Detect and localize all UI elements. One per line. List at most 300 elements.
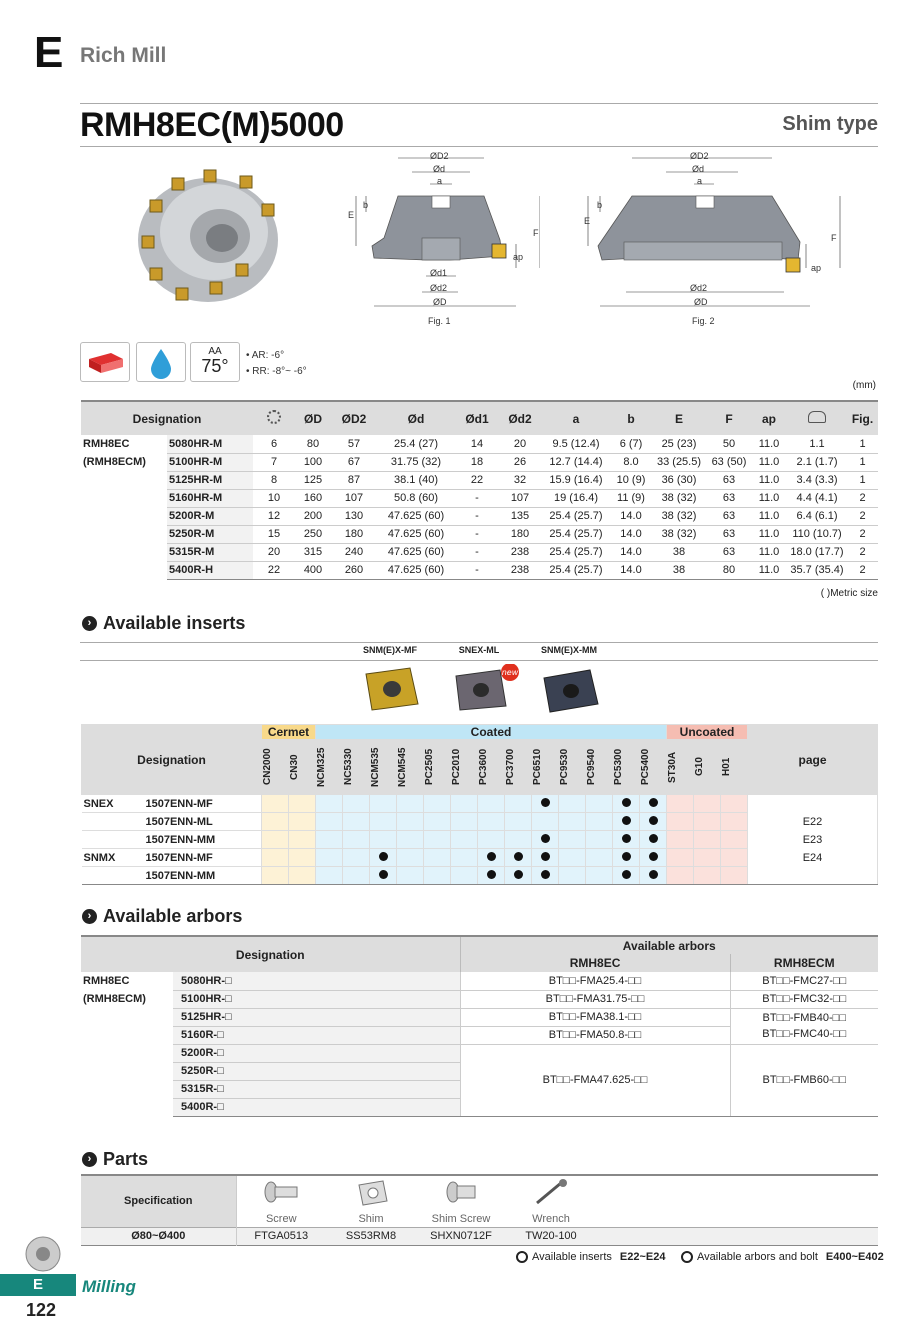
material-icon: [80, 342, 130, 382]
spec-cell-z: 15: [253, 525, 295, 543]
spec-cell-d2: 238: [499, 543, 541, 561]
arbor-header-row: [81, 936, 878, 954]
spec-cell-E: 33 (25.5): [651, 453, 707, 471]
weight-icon: [808, 411, 826, 423]
grade-col: [694, 740, 721, 795]
spec-cell-kg: 1.1: [787, 435, 847, 453]
grade-cell: [397, 795, 424, 813]
availability-dot-icon: [622, 816, 631, 825]
grade-cell: [262, 849, 289, 867]
insert-mf-image: [366, 668, 418, 710]
arbor-row: [81, 990, 878, 1008]
fig1-label-E: E: [348, 210, 355, 220]
spec-row: [81, 471, 878, 489]
grade-cell: [451, 849, 478, 867]
grade-series: [82, 813, 144, 831]
grade-cell: [586, 795, 613, 813]
section-name: Rich Mill: [80, 44, 167, 67]
grade-cell: [424, 849, 451, 867]
arbor-series-line: RMH8EC: [83, 975, 130, 987]
grade-cell: [694, 831, 721, 849]
spec-cell-z: 6: [253, 435, 295, 453]
part-name-shim-screw: Shim Screw: [431, 1212, 491, 1225]
spec-cell-b: 14.0: [611, 561, 651, 579]
coolant-icon: [136, 342, 186, 382]
spec-code: 5400R-H: [167, 561, 253, 579]
insert-label-mf: SNM(E)X-MF: [363, 645, 417, 655]
spec-cell-F: 63: [707, 489, 751, 507]
grade-name: PC9530: [559, 748, 570, 786]
grade-col: [316, 740, 343, 795]
spec-cell-d1: 18: [455, 453, 499, 471]
spec-col-designation: Designation: [81, 401, 253, 435]
arbor-series: [81, 972, 173, 1116]
grade-name: PC5400: [640, 748, 651, 786]
tab-cutter-thumbnail: [22, 1234, 64, 1274]
availability-dot-icon: [649, 852, 658, 861]
spec-code: 5160HR-M: [167, 489, 253, 507]
footer-arbors-label: Available arbors and bolt: [697, 1251, 818, 1263]
grade-cell: [640, 795, 667, 813]
grade-cell: [343, 831, 370, 849]
grade-cell: [316, 849, 343, 867]
spec-cell-d: 47.625 (60): [377, 543, 455, 561]
grade-name: PC3600: [478, 748, 489, 786]
spec-cell-ap: 11.0: [751, 561, 787, 579]
grade-code: 1507ENN-MM: [144, 831, 262, 849]
grade-series: SNMX: [82, 849, 144, 867]
grade-designation-header: Designation: [82, 725, 262, 795]
arbors-title-text: Available arbors: [103, 906, 243, 926]
spec-cell-ap: 11.0: [751, 435, 787, 453]
parts-title-text: Parts: [103, 1149, 149, 1169]
grade-name: PC2010: [451, 748, 462, 786]
arbor-row: [81, 1044, 878, 1062]
arbor-row: [81, 972, 878, 990]
grade-cell: [532, 795, 559, 813]
grade-cell: [316, 813, 343, 831]
availability-dot-icon: [649, 834, 658, 843]
grade-cell: [694, 813, 721, 831]
arbor-rmh8ecm-value: BT□□-FMC32-□□: [730, 990, 878, 1008]
grade-cell: [262, 831, 289, 849]
fig1-label-F: F: [533, 228, 539, 238]
spec-row: [81, 561, 878, 579]
grade-cell: [613, 813, 640, 831]
grade-cell: [343, 795, 370, 813]
grade-col: [343, 740, 370, 795]
fig1-label-D2: ØD2: [430, 151, 449, 161]
spec-col-ap: ap: [751, 401, 787, 435]
grade-name: PC2505: [424, 748, 435, 786]
grade-cell: [424, 867, 451, 885]
grade-cell: [586, 867, 613, 885]
spec-col-teeth: [253, 401, 295, 435]
axial-rake: • AR: -6°: [246, 350, 285, 361]
spec-cell-d1: -: [455, 525, 499, 543]
fig2-caption: Fig. 2: [692, 316, 715, 326]
spec-cell-fig: 2: [847, 525, 878, 543]
arbor-code: 5125HR-□: [173, 1008, 460, 1026]
radial-rake: • RR: -8°~ -6°: [246, 366, 307, 377]
spec-cell-D: 315: [295, 543, 331, 561]
spec-code: 5100HR-M: [167, 453, 253, 471]
grade-col: [640, 740, 667, 795]
spec-cell-ap: 11.0: [751, 453, 787, 471]
title-rule: [80, 103, 878, 104]
grade-name: CN2000: [262, 748, 273, 786]
parts-value-row: [81, 1227, 878, 1245]
approach-angle-box: [190, 342, 240, 382]
grade-col: [370, 740, 397, 795]
grade-cell: [613, 849, 640, 867]
spec-cell-d1: -: [455, 507, 499, 525]
footer-inserts-pages: E22~E24: [619, 1251, 666, 1263]
availability-dot-icon: [649, 798, 658, 807]
spec-cell-z: 7: [253, 453, 295, 471]
spec-cell-d1: -: [455, 489, 499, 507]
spec-cell-a: 19 (16.4): [541, 489, 611, 507]
grade-cell: [370, 867, 397, 885]
grade-cell: [667, 831, 694, 849]
spec-cell-D: 400: [295, 561, 331, 579]
availability-dot-icon: [487, 870, 496, 879]
grade-col: [586, 740, 613, 795]
grade-cell: [586, 849, 613, 867]
spec-cell-kg: 4.4 (4.1): [787, 489, 847, 507]
water-drop-icon: [137, 343, 185, 381]
parts-image-row: [81, 1175, 878, 1211]
fig1-caption: Fig. 1: [428, 316, 451, 326]
grade-cell: [613, 795, 640, 813]
grade-name: NCM325: [316, 747, 327, 787]
arrow-circle-icon: ›: [82, 1152, 97, 1167]
fig1-label-d: Ød: [433, 164, 446, 174]
spec-cell-fig: 1: [847, 471, 878, 489]
arbor-rmh8ecm-line: BT□□-FMC40-□□: [762, 1028, 847, 1040]
spec-cell-E: 36 (30): [651, 471, 707, 489]
grade-cell: [451, 813, 478, 831]
grade-cell: [451, 795, 478, 813]
arrow-circle-icon: ›: [82, 616, 97, 631]
arbor-code: 5080HR-□: [173, 972, 460, 990]
grade-cell: [370, 795, 397, 813]
availability-dot-icon: [622, 834, 631, 843]
parts-section-title: [82, 1149, 148, 1170]
grade-cell: [397, 831, 424, 849]
fig2-label-D: ØD: [694, 297, 708, 307]
grade-name: PC3700: [505, 748, 516, 786]
parts-table: [81, 1174, 878, 1246]
fig1-label-d2: Ød2: [430, 283, 448, 293]
grade-cell: [640, 831, 667, 849]
availability-dot-icon: [622, 852, 631, 861]
grade-cell: [559, 813, 586, 831]
arbor-rmh8ecm-value: [730, 1008, 878, 1044]
grade-name: NCM535: [370, 747, 381, 787]
fig1-label-D: ØD: [433, 297, 447, 307]
arbor-rmh8ec-value: BT□□-FMA47.625-□□: [460, 1044, 730, 1116]
arrow-circle-icon: ›: [82, 909, 97, 924]
grade-name: G10: [694, 757, 705, 777]
spec-cell-d1: -: [455, 543, 499, 561]
availability-dot-icon: [514, 852, 523, 861]
spec-cell-b: 14.0: [611, 543, 651, 561]
spec-cell-D2: 87: [331, 471, 377, 489]
spec-cell-fig: 1: [847, 435, 878, 453]
part-screw-image: [236, 1175, 326, 1211]
arbor-code: 5160R-□: [173, 1026, 460, 1044]
arbor-col-rmh8ec: RMH8EC: [460, 954, 730, 972]
grade-name: PC9540: [586, 748, 597, 786]
spec-cell-kg: 35.7 (35.4): [787, 561, 847, 579]
spec-cell-d1: -: [455, 561, 499, 579]
grade-col: [397, 740, 424, 795]
grade-cell: [694, 795, 721, 813]
spec-series: [81, 435, 167, 579]
grade-cell: [343, 813, 370, 831]
spec-cell-b: 8.0: [611, 453, 651, 471]
grade-page-ref[interactable]: E24: [802, 851, 823, 864]
spec-code: 5080HR-M: [167, 435, 253, 453]
fig1-label-a: a: [437, 176, 443, 186]
shim-icon: [351, 1177, 391, 1207]
grade-cell: [532, 849, 559, 867]
grade-col: [424, 740, 451, 795]
fig1-label-d1: Ød1: [430, 268, 448, 278]
grade-name: NC5330: [343, 748, 354, 786]
parts-empty-cell: [596, 1175, 878, 1211]
parts-empty-cell: [596, 1211, 878, 1227]
approach-angle-value: 75°: [201, 356, 229, 376]
spec-body: [81, 435, 878, 579]
spec-col-F: F: [707, 401, 751, 435]
spec-cell-F: 50: [707, 435, 751, 453]
grade-cell: [289, 867, 316, 885]
grade-page-ref[interactable]: E22: [802, 815, 823, 828]
spec-code: 5125HR-M: [167, 471, 253, 489]
spec-cell-b: 14.0: [611, 525, 651, 543]
new-badge-text: new: [501, 668, 519, 677]
spec-cell-F: 63: [707, 525, 751, 543]
spec-cell-b: 11 (9): [611, 489, 651, 507]
arrow-circle-icon: [516, 1251, 528, 1263]
spec-cell-E: 25 (23): [651, 435, 707, 453]
part-name-screw: Screw: [236, 1211, 326, 1227]
part-value-shim: SS53RM8: [345, 1230, 397, 1242]
availability-dot-icon: [379, 852, 388, 861]
insert-label-mm: SNM(E)X-MM: [541, 645, 597, 655]
spec-cell-d: 31.75 (32): [377, 453, 455, 471]
grade-col: [262, 740, 289, 795]
spec-cell-D2: 130: [331, 507, 377, 525]
spec-cell-D2: 67: [331, 453, 377, 471]
spec-table: [81, 400, 878, 580]
arbor-rmh8ecm-line: BT□□-FMB40-□□: [762, 1012, 846, 1024]
screw-icon: [261, 1177, 301, 1207]
grade-cell: [262, 795, 289, 813]
grade-cell: [397, 867, 424, 885]
grade-cell: [559, 831, 586, 849]
grade-name: H01: [721, 757, 732, 777]
grade-col: [721, 740, 748, 795]
footer-arbors-ref: [681, 1251, 884, 1263]
inserts-section-title: [82, 613, 245, 634]
spec-cell-d2: 32: [499, 471, 541, 489]
grade-cell: [640, 813, 667, 831]
spec-col-weight: [787, 401, 847, 435]
grade-name: NCM545: [397, 747, 408, 787]
grade-col: [505, 740, 532, 795]
spec-cell-D2: 57: [331, 435, 377, 453]
grade-col: [289, 740, 316, 795]
grade-cell: [586, 813, 613, 831]
spec-cell-z: 20: [253, 543, 295, 561]
grade-cell: [721, 849, 748, 867]
spec-cell-b: 6 (7): [611, 435, 651, 453]
approach-angle-label: AA: [208, 346, 222, 357]
availability-dot-icon: [541, 870, 550, 879]
spec-col-D2: ØD2: [331, 401, 377, 435]
part-wrench-image: [506, 1175, 596, 1211]
grade-cell: [694, 849, 721, 867]
title-rule-bottom: [80, 146, 878, 147]
grade-page-header: page: [748, 725, 878, 795]
grade-cell: [478, 849, 505, 867]
spec-cell-fig: 2: [847, 543, 878, 561]
spec-row: [81, 543, 878, 561]
spec-col-E: E: [651, 401, 707, 435]
page-subtitle: Shim type: [782, 113, 878, 135]
coated-header: Coated: [316, 725, 667, 740]
spec-cell-D: 100: [295, 453, 331, 471]
grade-series: SNEX: [82, 795, 144, 813]
spec-cell-D: 160: [295, 489, 331, 507]
grade-row: [82, 795, 878, 813]
spec-cell-D: 125: [295, 471, 331, 489]
arbor-designation-header: Designation: [81, 936, 460, 972]
fig2-label-D2: ØD2: [690, 151, 709, 161]
grade-cell: [478, 831, 505, 849]
part-shim-image: [326, 1175, 416, 1211]
grade-cell: [721, 831, 748, 849]
section-tab: E: [0, 1274, 76, 1296]
parts-spec-label: Specification: [81, 1175, 236, 1227]
arbor-code: 5250R-□: [173, 1062, 460, 1080]
spec-cell-ap: 11.0: [751, 525, 787, 543]
grade-col: [451, 740, 478, 795]
grade-cell: [424, 795, 451, 813]
grade-pages: [748, 795, 878, 885]
arbor-series-line: (RMH8ECM): [83, 993, 146, 1005]
spec-cell-D: 250: [295, 525, 331, 543]
grade-series: [82, 867, 144, 885]
grade-code: 1507ENN-MM: [144, 867, 262, 885]
spec-cell-a: 12.7 (14.4): [541, 453, 611, 471]
arbor-row: [81, 1008, 878, 1026]
inserts-title-text: Available inserts: [103, 613, 246, 633]
uncoated-header: Uncoated: [667, 725, 748, 740]
arbor-rmh8ec-value: BT□□-FMA38.1-□□: [460, 1008, 730, 1026]
grade-cell: [586, 831, 613, 849]
fig1-label-b: b: [363, 200, 369, 210]
spec-cell-d2: 20: [499, 435, 541, 453]
spec-cell-b: 10 (9): [611, 471, 651, 489]
spec-cell-b: 14.0: [611, 507, 651, 525]
spec-code: 5315R-M: [167, 543, 253, 561]
grade-cell: [640, 849, 667, 867]
grade-cell: [667, 813, 694, 831]
teeth-icon: [267, 410, 281, 424]
part-value-shim-screw: SHXN0712F: [430, 1230, 492, 1242]
spec-series-line: RMH8EC: [83, 438, 130, 450]
grade-cell: [505, 813, 532, 831]
spec-cell-a: 25.4 (25.7): [541, 561, 611, 579]
grade-cell: [667, 849, 694, 867]
grade-page-ref[interactable]: E23: [802, 833, 823, 846]
grade-series: [82, 831, 144, 849]
spec-cell-d1: 22: [455, 471, 499, 489]
insert-ml-image: [456, 670, 506, 710]
grade-col: [559, 740, 586, 795]
spec-col-d1: Ød1: [455, 401, 499, 435]
spec-row: [81, 453, 878, 471]
grade-cell: [613, 831, 640, 849]
spec-cell-d2: 238: [499, 561, 541, 579]
arbors-section-title: [82, 906, 242, 927]
arbor-code: 5315R-□: [173, 1080, 460, 1098]
spec-cell-kg: 110 (10.7): [787, 525, 847, 543]
spec-col-a: a: [541, 401, 611, 435]
arbor-code: 5100HR-□: [173, 990, 460, 1008]
grade-cell: [667, 867, 694, 885]
grade-cell: [613, 867, 640, 885]
spec-cell-D2: 107: [331, 489, 377, 507]
grade-col: [532, 740, 559, 795]
spec-col-d: Ød: [377, 401, 455, 435]
figure-2-drawing: [578, 148, 844, 330]
arbor-rmh8ec-value: BT□□-FMA25.4-□□: [460, 972, 730, 990]
spec-cell-kg: 2.1 (1.7): [787, 453, 847, 471]
arrow-circle-icon: [681, 1251, 693, 1263]
grade-cell: [559, 795, 586, 813]
grade-cell: [694, 867, 721, 885]
grade-group-row: [82, 725, 878, 740]
grade-cell: [721, 867, 748, 885]
spec-cell-d: 47.625 (60): [377, 507, 455, 525]
spec-cell-D2: 240: [331, 543, 377, 561]
inserts-rule-top: [80, 642, 878, 643]
grade-cell: [505, 867, 532, 885]
spec-cell-D2: 260: [331, 561, 377, 579]
arbor-available-header: Available arbors: [460, 936, 878, 954]
spec-cell-ap: 11.0: [751, 471, 787, 489]
grade-cell: [262, 867, 289, 885]
grade-cell: [343, 867, 370, 885]
arbor-rmh8ec-value: BT□□-FMA50.8-□□: [460, 1026, 730, 1044]
fig2-label-d: Ød: [692, 164, 705, 174]
grade-name: PC6510: [532, 748, 543, 786]
parts-range: Ø80~Ø400: [131, 1230, 186, 1242]
spec-cell-d2: 135: [499, 507, 541, 525]
grade-body: [82, 795, 878, 885]
spec-cell-kg: 18.0 (17.7): [787, 543, 847, 561]
spec-cell-d: 47.625 (60): [377, 561, 455, 579]
inserts-rule-mid: [80, 660, 878, 661]
spec-cell-z: 10: [253, 489, 295, 507]
footer-inserts-label: Available inserts: [532, 1251, 612, 1263]
availability-dot-icon: [622, 870, 631, 879]
